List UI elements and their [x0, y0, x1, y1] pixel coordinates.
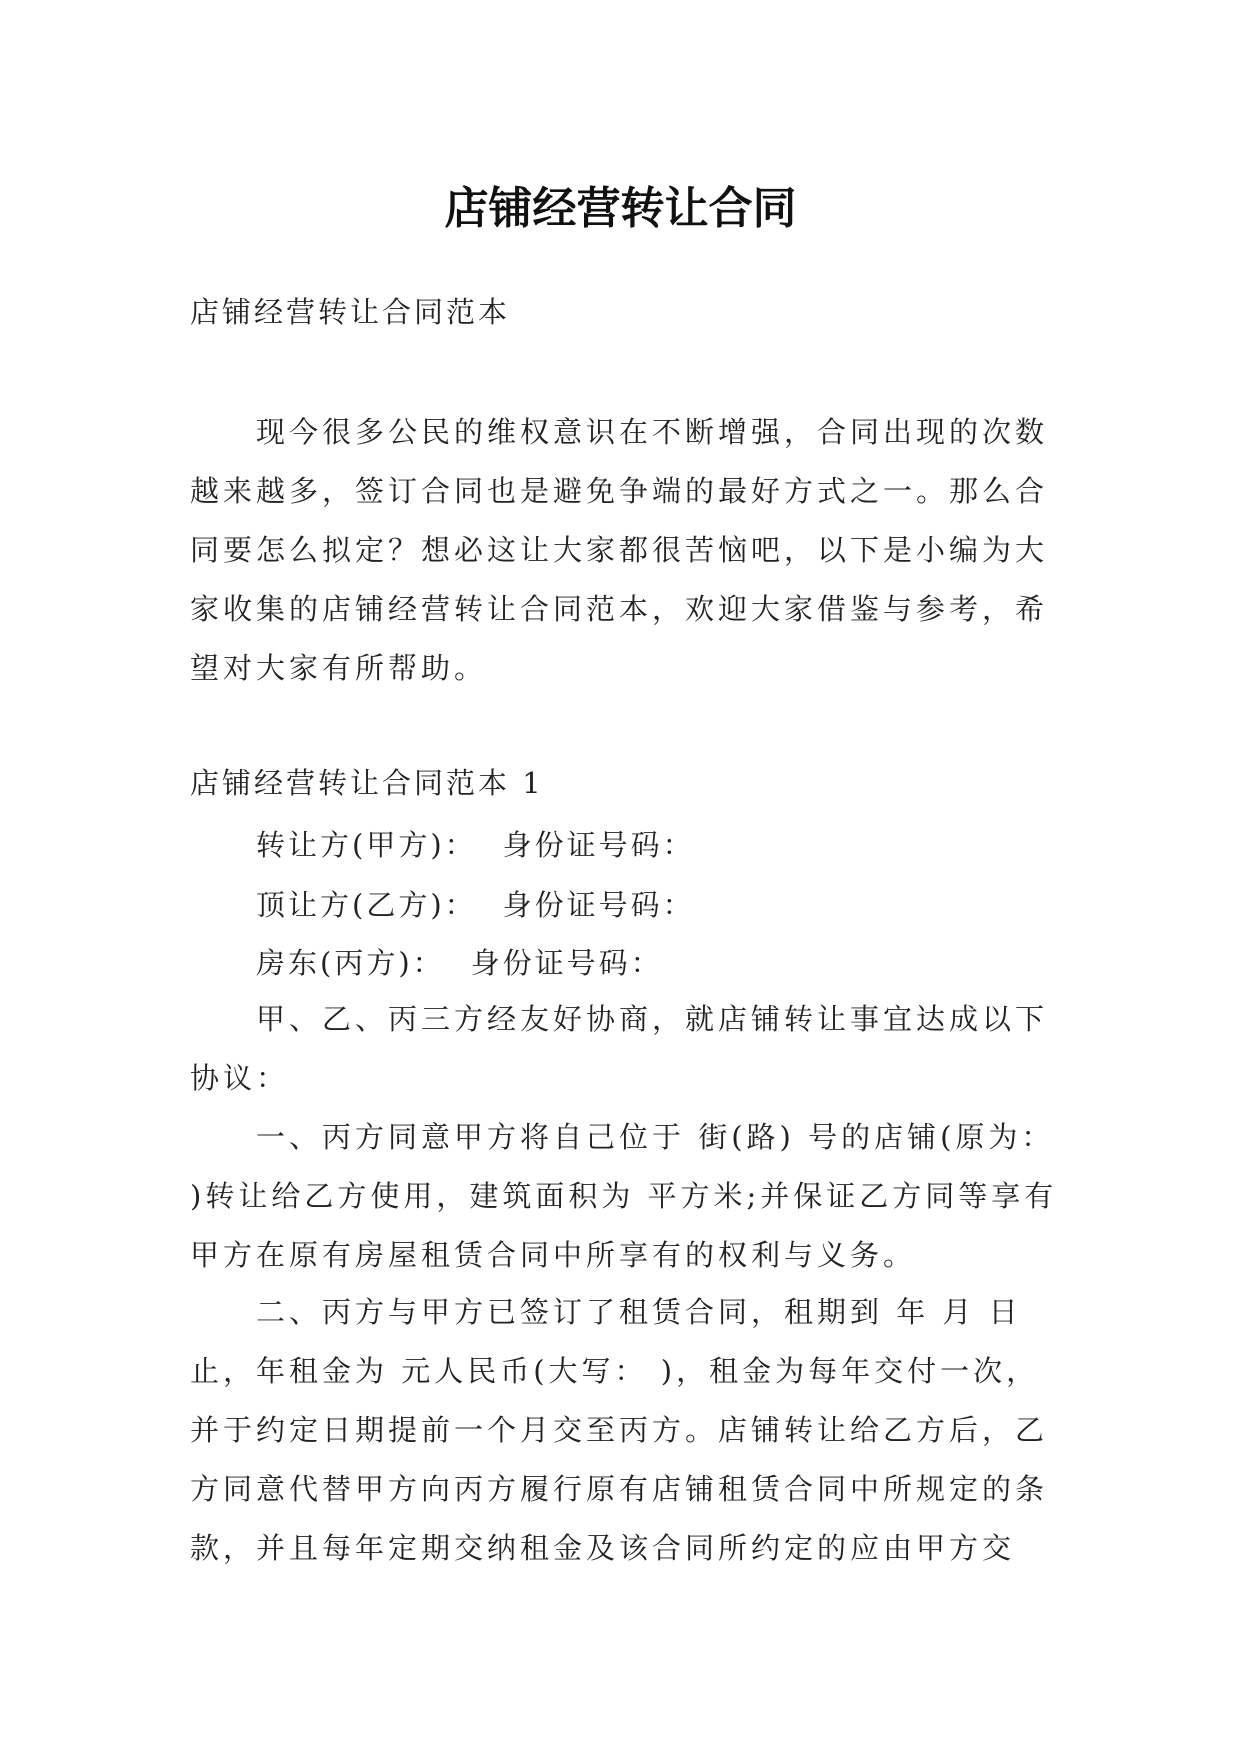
party-line-landlord — [256, 943, 663, 983]
id-number-label: 身份证号码： — [502, 828, 695, 862]
party-line-transferee — [256, 885, 695, 925]
document-title: 店铺经营转让合同 — [444, 183, 797, 235]
agreement-preamble: 甲、乙、丙三方经友好协商，就店铺转让事宜达成以下协议： — [190, 1002, 1049, 1095]
section-heading: 店铺经营转让合同范本 1 — [190, 766, 544, 800]
party-line-transferor — [256, 825, 695, 865]
party-label: 房东(丙方)： — [256, 946, 445, 980]
intro-paragraph: 现今很多公民的维权意识在不断增强，合同出现的次数越来越多，签订合同也是避免争端的最好方式之一。那么合同要怎么拟定？想必这让大家都很苦恼吧，以下是小编为大家收集的店铺经营转让合同范本，欢迎大家借鉴与参考，希望对大家有所帮助。 — [190, 415, 1049, 685]
party-label: 转让方(甲方)： — [256, 828, 477, 862]
document-subtitle: 店铺经营转让合同范本 — [190, 295, 511, 329]
clause-one: 一、丙方同意甲方将自己位于 街(路) 号的店铺(原为： )转让给乙方使用，建筑面积为 平方米;并保证乙方同等享有甲方在原有房屋租赁合同中所享有的权利与义务。 — [190, 1120, 1058, 1272]
clause-two: 二、丙方与甲方已签订了租赁合同，租期到 年 月 日止，年租金为 元人民币(大写： )，租金为每年交付一次，并于约定日期提前一个月交至丙方。店铺转让给乙方后，乙方同意代替甲方向丙方履行原有店铺租赁合同中所规定的条款，并且每年定期交纳租金及该合同所约定的应由甲方交 — [190, 1295, 1049, 1565]
id-number-label: 身份证号码： — [502, 888, 695, 922]
party-label: 顶让方(乙方)： — [256, 888, 477, 922]
id-number-label: 身份证号码： — [470, 946, 663, 980]
